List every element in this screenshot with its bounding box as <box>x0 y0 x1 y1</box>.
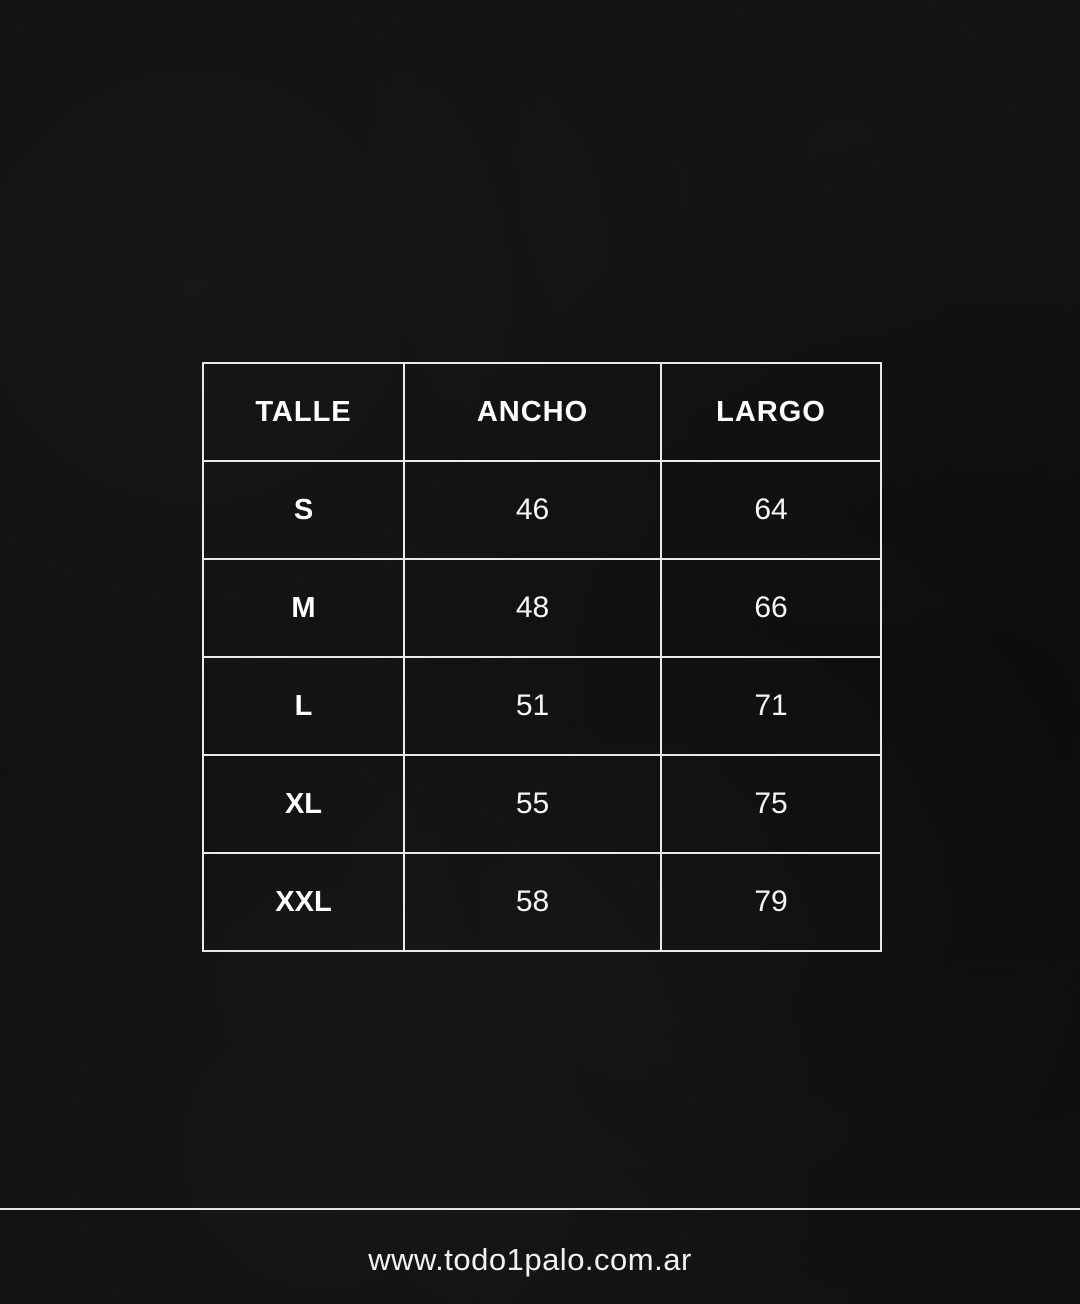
cell-largo: 66 <box>661 559 881 657</box>
header-cell-talle: TALLE <box>203 363 404 461</box>
size-table-body <box>203 461 881 951</box>
header-row <box>203 363 881 461</box>
table-row <box>203 461 881 559</box>
cell-talle: M <box>203 559 404 657</box>
cell-ancho: 58 <box>404 853 661 951</box>
size-table <box>202 362 882 952</box>
table-row <box>203 559 881 657</box>
size-table-header <box>203 363 881 461</box>
header-cell-ancho: ANCHO <box>404 363 661 461</box>
table-row <box>203 755 881 853</box>
cell-ancho: 51 <box>404 657 661 755</box>
cell-ancho: 48 <box>404 559 661 657</box>
cell-talle: XXL <box>203 853 404 951</box>
table-row <box>203 657 881 755</box>
header-cell-largo: LARGO <box>661 363 881 461</box>
cell-talle: S <box>203 461 404 559</box>
cell-largo: 79 <box>661 853 881 951</box>
cell-ancho: 55 <box>404 755 661 853</box>
cell-talle: L <box>203 657 404 755</box>
footer-divider <box>0 1208 1080 1210</box>
table-row <box>203 853 881 951</box>
cell-largo: 64 <box>661 461 881 559</box>
cell-largo: 75 <box>661 755 881 853</box>
cell-largo: 71 <box>661 657 881 755</box>
cell-talle: XL <box>203 755 404 853</box>
cell-ancho: 46 <box>404 461 661 559</box>
footer-url: www.todo1palo.com.ar <box>368 1242 692 1277</box>
